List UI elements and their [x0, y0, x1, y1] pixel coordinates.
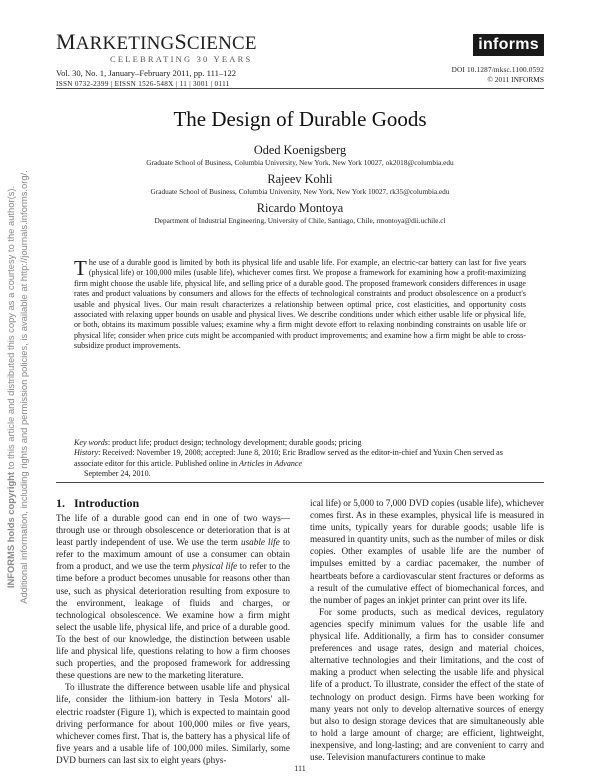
- author-name: Ricardo Montoya: [256, 201, 344, 215]
- paragraph: ical life) or 5,000 to 7,000 DVD copies (usable life), whichever comes first. As in these examples, physical life is measured in time units, typically years for durable goods; usable life is measured in quantity units, such as the number of miles or disk copies. Other examples of usable life are the number of impulses emitted by a cardiac pacemaker, the number of heartbeats before a cardiovascular stent fractures or deforms as a result of the cumulative effect of biomechanical forces, and the number of pages an inkjet printer can print over its life.: [310, 498, 544, 605]
- sidebar-copyright-rest: to this article and distributed this copy as a courtesy to the author(s).: [5, 185, 16, 472]
- sidebar-copyright-bold: INFORMS holds copyright: [5, 471, 16, 589]
- body-divider: [56, 482, 544, 483]
- issn-info: ISSN 0732-2399 | EISSN 1526-548X | 11 | 3001 | 0111: [56, 80, 230, 88]
- keywords: Key words: product life; product design; technology development; durable goods; pricing: [74, 438, 362, 447]
- header-rule: [56, 88, 544, 89]
- author-block: [56, 140, 544, 230]
- sidebar-permissions: Additional information, including rights and permission policies, is available at http://journals.informs.org/.: [18, 170, 29, 604]
- informs-logo: informs: [473, 34, 544, 56]
- journal-header: [56, 29, 316, 89]
- sidebar-notice: [4, 7, 30, 767]
- copyright-sidebar: [0, 0, 34, 776]
- abstract-text: he use of a durable good is limited by both its physical life and usable life. For example, an electric-car battery can last for five years (physical life) or 100,000 miles (usable life), whichever comes first. We propose a framework for examining how a profit-maximizing firm might choose the usable life, physical life, and selling price of a durable good. The proposed framework considers differences in usage rates and product valuations by consumers and allows for the effects of technological constraints and product obsolescence on a product's usable and physical lives. Our main result characterizes a relationship between optimal price, cost elasticities, and opportunity costs associated with relaxing upper bounds on usable and physical lives. We describe conditions under which either usable life or physical life, or both, obtains its maximum possible values; examine why a firm might devote effort to relaxing nonbinding constraints on usable life or physical life; consider when price cuts might be accompanied with product improvements; and examine how a firm might be able to cross-subsidize product improvements.: [74, 258, 526, 351]
- author-name: Rajeev Kohli: [267, 172, 333, 186]
- copyright-notice: © 2011 INFORMS: [487, 75, 544, 84]
- keywords-history: [74, 438, 526, 480]
- abstract-dropcap: T: [74, 256, 87, 280]
- publisher-header: [324, 34, 544, 85]
- author-affiliation: Department of Industrial Engineering, University of Chile, Santiago, Chile, rmontoya@dii.uchile.cl: [154, 216, 446, 225]
- paragraph: To illustrate the difference between usable life and physical life, consider the lithium-ion battery in Tesla Motors' all-electric roadster (Figure 1), which is expected to maintain good driving performance for about 100,000 miles or five years, whichever comes first. That is, the battery has a physical life of five years and a usable life of 100,000 miles. Similarly, some DVD burners can last six to eight years (phys-: [56, 682, 290, 765]
- paper-title: The Design of Durable Goods: [173, 107, 427, 131]
- journal-tagline: CELEBRATING 30 YEARS: [110, 54, 253, 64]
- left-column: [56, 496, 290, 766]
- author-affiliation: Graduate School of Business, Columbia University, New York, New York 10027, rk35@columbia.edu: [150, 187, 450, 196]
- doi: DOI 10.1287/mksc.1100.0592: [451, 66, 544, 74]
- right-column: [310, 497, 544, 763]
- page-number: 111: [294, 764, 306, 773]
- paragraph: The life of a durable good can end in one of two ways—through use or through obsolescence or deterioration that is at least partly independent of use. We use the term usable life to refer to the maximum amount of use a consumer can obtain from a product, and we use the term physical life to refer to the time before a product becomes unusable for reasons other than use, such as physical deterioration resulting from exposure to the environment, leakage of fluids and charges, or technological obsolescence. We examine how a firm might select the usable life, physical life, and price of a durable good. To the best of our knowledge, the distinction between usable life and physical life, questions relating to how a firm chooses such properties, and the proposed framework for addressing these questions are new to the marketing literature.: [56, 513, 291, 681]
- section-heading: 1. Introduction: [56, 496, 140, 510]
- author-name: Oded Koenigsberg: [253, 143, 347, 157]
- abstract: [74, 258, 526, 352]
- author-affiliation: Graduate School of Business, Columbia University, New York, New York 10027, ok2018@columbia.edu: [146, 158, 454, 167]
- journal-name: MARKETINGSCIENCE: [56, 29, 257, 54]
- history: History: Received: November 19, 2008; accepted: June 8, 2010; Eric Bradlow served as the editor-in-chief and Yuxin Chen served as associate editor for this article. Published online in Articles in Advance September 24, 2010.: [74, 448, 503, 479]
- volume-info: Vol. 30, No. 1, January–February 2011, pp. 111–122: [56, 68, 237, 78]
- paragraph: For some products, such as medical devices, regulatory agencies specify minimum values for the usable life and physical life. Additionally, a firm has to consider consumer preferences and usage rates, design and material choices, alternative technologies and their limitations, and the cost of making a product when selecting the usable life and physical life of a product. To illustrate, consider the effect of the state of technology on product design. Firms have been working for many years not only to develop alternative sources of energy but also to design storage devices that are simultaneously able to hold a large amount of charge; are efficient, lightweight, inexpensive, and long-lasting; and are convenient to carry and use. Television manufacturers continue to make: [310, 606, 544, 762]
